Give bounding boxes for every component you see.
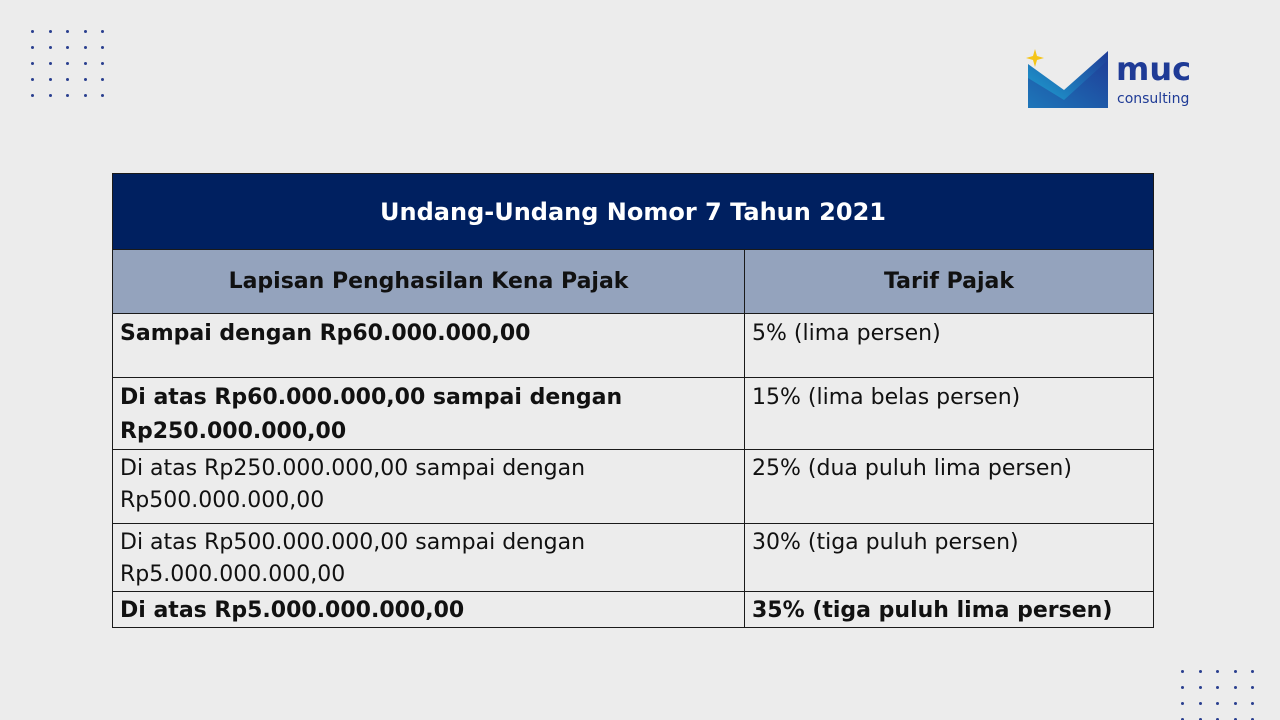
tax-rate-table [112, 173, 1154, 628]
decorative-dot-grid-top-left [31, 30, 105, 97]
tax-rate-table-container [112, 173, 1153, 628]
bracket-cell: Di atas Rp500.000.000,00 sampai dengan Rp5.000.000.000,00 [113, 524, 745, 592]
muc-consulting-logo [1024, 48, 1214, 112]
rate-cell: 5% (lima persen) [745, 314, 1154, 378]
table-row [113, 314, 1154, 378]
decorative-dot-grid-bottom-right [1181, 670, 1255, 720]
bracket-cell: Di atas Rp250.000.000,00 sampai dengan Rp500.000.000,00 [113, 450, 745, 524]
table-row [113, 524, 1154, 592]
rate-cell: 25% (dua puluh lima persen) [745, 450, 1154, 524]
bracket-cell: Di atas Rp5.000.000.000,00 [113, 592, 745, 628]
table-row [113, 592, 1154, 628]
rate-cell: 15% (lima belas persen) [745, 378, 1154, 450]
rate-cell: 35% (tiga puluh lima persen) [745, 592, 1154, 628]
column-header-bracket: Lapisan Penghasilan Kena Pajak [113, 250, 745, 314]
bracket-cell: Di atas Rp60.000.000,00 sampai dengan Rp250.000.000,00 [113, 378, 745, 450]
bracket-cell: Sampai dengan Rp60.000.000,00 [113, 314, 745, 378]
logo-mark-icon [1024, 48, 1110, 110]
logo-tagline: consulting [1117, 91, 1190, 107]
rate-cell: 30% (tiga puluh persen) [745, 524, 1154, 592]
column-header-rate: Tarif Pajak [745, 250, 1154, 314]
logo-wordmark: muc [1116, 50, 1192, 88]
table-title: Undang-Undang Nomor 7 Tahun 2021 [113, 174, 1154, 250]
table-row [113, 378, 1154, 450]
table-row [113, 450, 1154, 524]
